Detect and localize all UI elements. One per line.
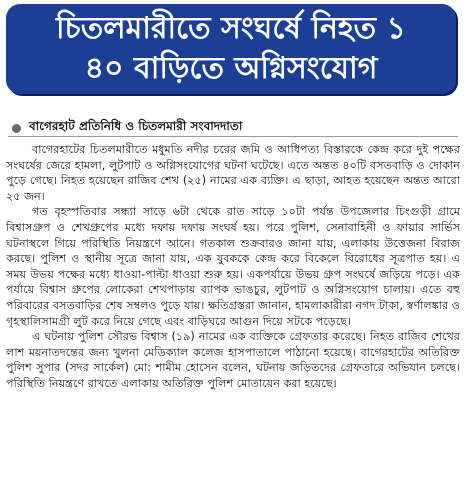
- article-paragraph-3: এ ঘটনায় পুলিশ সৌরভ বিশ্বাস (১৯) নামের এক ব্যক্তিকে গ্রেফতার করেছে। নিহত রাজিব শেখের লাশ ময়নাতদন্তের জন্য খুলনা মেডিক্যাল কলেজ হাসপাতালে পাঠানো হয়েছে। বাগেরহাটের অতিরিক্ত পুলিশ সুপার (সদর সার্কেল) মো: শামীম হোসেন বলেন, ঘটনায় জড়িতদের গ্রেফতারে অভিযান চলছে। পরিস্থিতি নিয়ন্ত্রণে রাখতে এলাকায় অতিরিক্ত পুলিশ মোতায়েন করা হয়েছে।: [6, 330, 460, 390]
- article-body: [6, 142, 460, 392]
- byline: [12, 118, 242, 138]
- headline-banner: [6, 4, 456, 94]
- headline-line-1: চিতলমারীতে সংঘর্ষে নিহত ১: [55, 11, 407, 46]
- article-paragraph-1: বাগেরহাটের চিতলমারীতে মধুমতি নদীর চরের জমি ও আধিপত্য বিস্তারকে কেন্দ্র করে দুই পক্ষের সংঘর্ষের জেরে হামলা, লুটপাট ও অগ্নিসংযোগের ঘটনা ঘটেছে। এতে অন্তত ৪০টি বসতবাড়ি ও দোকান পুড়ে গেছে। নিহত হয়েছেন রাজিব শেখ (২৫) নামের এক ব্যক্তি। এ ছাড়া, আহত হয়েছেন অন্তত আরো ২৫ জন।: [6, 143, 460, 203]
- article-paragraph-2: গত বৃহস্পতিবার সন্ধ্যা সাড়ে ৬টা থেকে রাত সাড়ে ১০টা পর্যন্ত উপজেলার চিংগুড়ী গ্রামে বিশ্বাসগ্রুপ ও শেখগ্রুপের মধ্যে দফায় দফায় সংঘর্ষ হয়। পরে পুলিশ, সেনাবাহিনী ও ফায়ার সার্ভিস ঘটনাস্থলে গিয়ে পরিস্থিতি নিয়ন্ত্রণে আনে। গতকাল শুক্রবারও জানা যায়, এলাকায় উত্তেজনা বিরাজ করছে। পুলিশ ও স্থানীয় সূত্রে জানা যায়, এক যুবককে কেন্দ্র করে বিকেলে বিরোধের সূত্রপাত হয়। এ সময় উভয় পক্ষের মধ্যে ধাওয়া-পাল্টা ধাওয়া শুরু হয়। একপর্যায়ে উভয় গ্রুপ সংঘর্ষে জড়িয়ে পড়ে। এক পর্যায়ে বিশ্বাস গ্রুপের লোকেরা শেখপাড়ায় ব্যাপক ভাঙচুর, লুটপাট ও অগ্নিসংযোগ চালায়। এতে বহু পরিবারের বসতবাড়ির শেষ সম্বলও পুড়ে যায়। ক্ষতিগ্রস্তরা জানান, হামলাকারীরা নগদ টাকা, স্বর্ণালঙ্কার ও গৃহস্থালিসামগ্রী লুট করে নিয়ে গেছে এবং বাড়িঘরে আগুন দিয়ে সটকে পড়েছে।: [6, 205, 460, 328]
- divider: [8, 136, 458, 137]
- byline-text: বাগেরহাট প্রতিনিধি ও চিতলমারী সংবাদদাতা: [29, 119, 243, 133]
- bullet-icon: [12, 124, 21, 133]
- headline-line-2: ৪০ বাড়িতে অগ্নিসংযোগ: [84, 51, 378, 86]
